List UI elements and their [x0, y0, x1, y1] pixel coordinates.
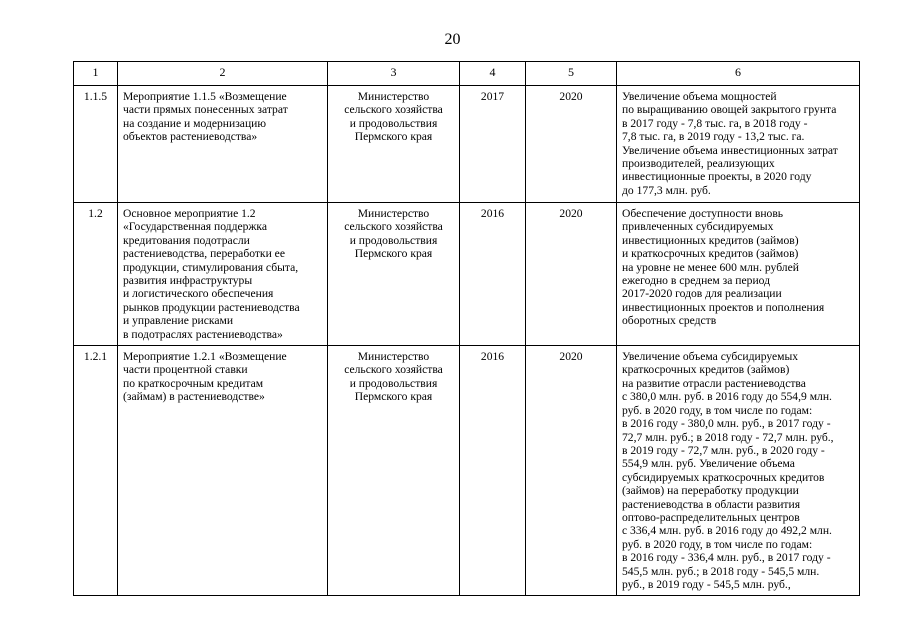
- header-col-2: 2: [118, 62, 328, 86]
- table-row: [74, 346, 860, 596]
- row-start-year: 2017: [460, 86, 526, 203]
- row-code: 1.2: [74, 203, 118, 346]
- row-end-year: 2020: [526, 346, 617, 596]
- header-col-5: 5: [526, 62, 617, 86]
- row-event: Мероприятие 1.1.5 «Возмещение части прямых понесенных затрат на создание и модернизацию объектов растениеводства»: [118, 86, 328, 203]
- row-start-year: 2016: [460, 346, 526, 596]
- header-col-3: 3: [328, 62, 460, 86]
- row-end-year: 2020: [526, 86, 617, 203]
- table-row: [74, 86, 860, 203]
- row-event: Мероприятие 1.2.1 «Возмещение части процентной ставки по краткосрочным кредитам (займам) в растениеводстве»: [118, 346, 328, 596]
- row-result: Увеличение объема мощностей по выращиванию овощей закрытого грунта в 2017 году - 7,8 тыс. га, в 2018 году - 7,8 тыс. га, в 2019 году - 13,2 тыс. га. Увеличение объема инвестиционных затрат производителей, реализующих инвестиционные проекты, в 2020 году до 177,3 млн. руб.: [617, 86, 860, 203]
- row-result: Увеличение объема субсидируемых краткосрочных кредитов (займов) на развитие отрасли растениеводства с 380,0 млн. руб. в 2016 году до 554,9 млн. руб. в 2020 году, в том числе по годам: в 2016 году - 380,0 млн. руб., в 2017 году - 72,7 млн. руб.; в 2018 году - 72,7 млн. руб., в 2019 году - 72,7 млн. руб., в 2020 году - 554,9 млн. руб. Увеличение объема субсидируемых краткосрочных кредитов (займов) на переработку продукции растениеводства в области развития оптово-распределительных центров с 336,4 млн. руб. в 2016 году до 492,2 млн. руб. в 2020 году, в том числе по годам: в 2016 году - 336,4 млн. руб., в 2017 году - 545,5 млн. руб.; в 2018 году - 545,5 млн. руб., в 2019 году - 545,5 млн. руб.,: [617, 346, 860, 596]
- header-col-6: 6: [617, 62, 860, 86]
- row-executor: Министерство сельского хозяйства и продовольствия Пермского края: [328, 86, 460, 203]
- row-event: Основное мероприятие 1.2 «Государственная поддержка кредитования подотрасли растениеводства, переработки ее продукции, стимулирования сбыта, развития инфраструктуры и логистического обеспечения рынков продукции растениеводства и управление рисками в подотраслях растениеводства»: [118, 203, 328, 346]
- row-start-year: 2016: [460, 203, 526, 346]
- row-result: Обеспечение доступности вновь привлеченных субсидируемых инвестиционных кредитов (займов) и краткосрочных кредитов (займов) на уровне не менее 600 млн. рублей ежегодно в среднем за период 2017-2020 годов для реализации инвестиционных проектов и пополнения оборотных средств: [617, 203, 860, 346]
- row-code: 1.2.1: [74, 346, 118, 596]
- row-executor: Министерство сельского хозяйства и продовольствия Пермского края: [328, 203, 460, 346]
- row-executor: Министерство сельского хозяйства и продовольствия Пермского края: [328, 346, 460, 596]
- measures-table: [73, 61, 860, 596]
- row-code: 1.1.5: [74, 86, 118, 203]
- header-col-1: 1: [74, 62, 118, 86]
- table-row: [74, 203, 860, 346]
- page-number: 20: [444, 31, 461, 48]
- row-end-year: 2020: [526, 203, 617, 346]
- table-header-row: [74, 62, 860, 86]
- header-col-4: 4: [460, 62, 526, 86]
